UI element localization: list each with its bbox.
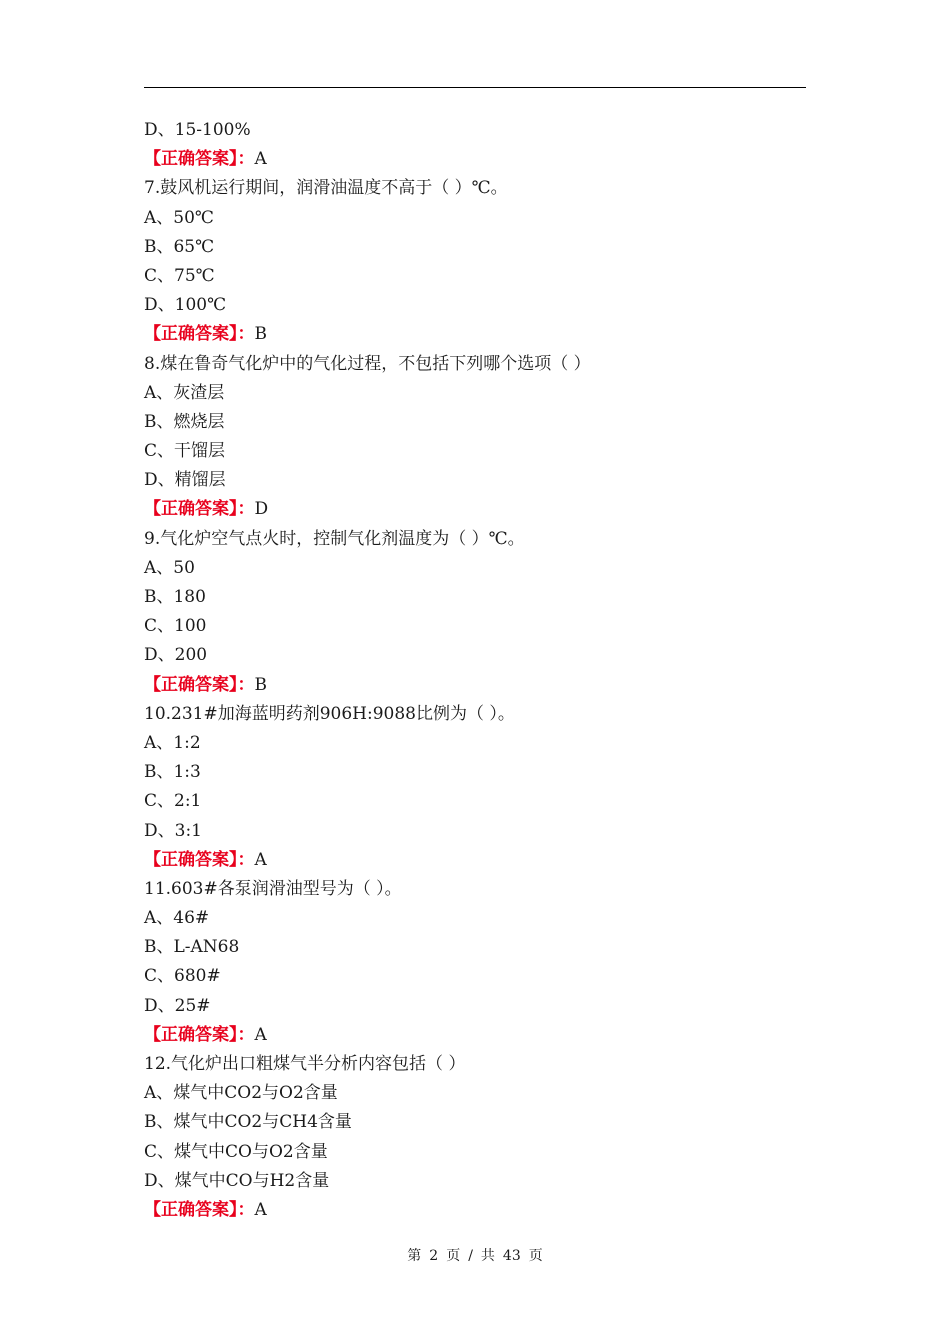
option-text: A、煤气中CO2与O2含量 [144,1083,338,1104]
answer-value: A [254,149,267,170]
document-body [144,116,806,1225]
answer-line [144,320,806,349]
answer-line [144,671,806,700]
answer-colon: ： [237,324,255,345]
question-text: 9.气化炉空气点火时，控制气化剂温度为（ ）℃。 [144,528,525,549]
answer-value: B [254,324,267,345]
footer-page-unit: 页 [446,1248,461,1264]
option-text: B、燃烧层 [144,411,225,432]
answer-colon: ： [237,499,255,520]
footer-total-pages: 43 [502,1248,521,1264]
answer-colon: ： [237,1024,255,1045]
answer-label: 【正确答案】 [144,1199,238,1220]
footer-total-prefix: 共 [480,1248,495,1264]
option-text: D、3:1 [144,820,202,841]
answer-value: D [254,499,269,520]
answer-label: 【正确答案】 [144,324,238,345]
option-text: A、46# [144,908,210,929]
page-footer [0,1245,950,1265]
answer-line [144,1196,806,1225]
answer-colon: ： [237,1199,255,1220]
option-text: D、100℃ [144,295,227,316]
option-text: B、煤气中CO2与CH4含量 [144,1112,352,1133]
option-text: B、L-AN68 [144,937,240,958]
answer-line [144,145,806,174]
question-text: 10.231#加海蓝明药剂906H:9088比例为（ ）。 [144,703,515,724]
header-rule [144,87,806,88]
option-text: A、50 [144,557,195,578]
option-text: D、200 [144,645,208,666]
answer-line [144,846,806,875]
option-text: C、680# [144,966,221,987]
footer-prefix: 第 [407,1248,422,1264]
answer-label: 【正确答案】 [144,1024,238,1045]
option-text: B、180 [144,587,206,607]
answer-value: A [254,849,267,870]
option-text: C、干馏层 [144,441,226,462]
option-text: C、100 [144,616,207,637]
option-text: A、灰渣层 [144,382,225,403]
option-text: D、25# [144,995,211,1016]
answer-colon: ： [237,849,255,870]
option-text: A、50℃ [144,207,214,228]
option-text: C、煤气中CO与O2含量 [144,1141,328,1162]
answer-line [144,1021,806,1050]
answer-label: 【正确答案】 [144,674,238,695]
question-text: 12.气化炉出口粗煤气半分析内容包括（ ） [144,1054,466,1074]
answer-value: A [254,1024,267,1045]
footer-page-number: 2 [429,1248,439,1264]
option-text: C、75℃ [144,265,215,286]
question-text: 8.煤在鲁奇气化炉中的气化过程，不包括下列哪个选项（ ） [144,353,591,374]
answer-value: B [254,674,267,695]
option-text: B、1:3 [144,762,201,783]
answer-colon: ： [237,674,255,695]
option-text: A、1:2 [144,732,201,753]
question-text: 7.鼓风机运行期间，润滑油温度不高于（ ）℃。 [144,178,508,199]
option-text: B、65℃ [144,236,215,257]
answer-value: A [254,1199,267,1220]
option-text: D、煤气中CO与H2含量 [144,1170,330,1191]
option-text: D、精馏层 [144,470,226,491]
footer-separator: / [468,1248,473,1264]
answer-colon: ： [237,149,255,170]
option-text: C、2:1 [144,791,202,812]
footer-total-unit: 页 [528,1248,543,1264]
answer-label: 【正确答案】 [144,499,238,520]
question-text: 11.603#各泵润滑油型号为（ ）。 [144,878,402,899]
option-text: D、15-100% [144,120,251,140]
answer-label: 【正确答案】 [144,849,238,870]
answer-label: 【正确答案】 [144,149,238,170]
answer-line [144,495,806,524]
